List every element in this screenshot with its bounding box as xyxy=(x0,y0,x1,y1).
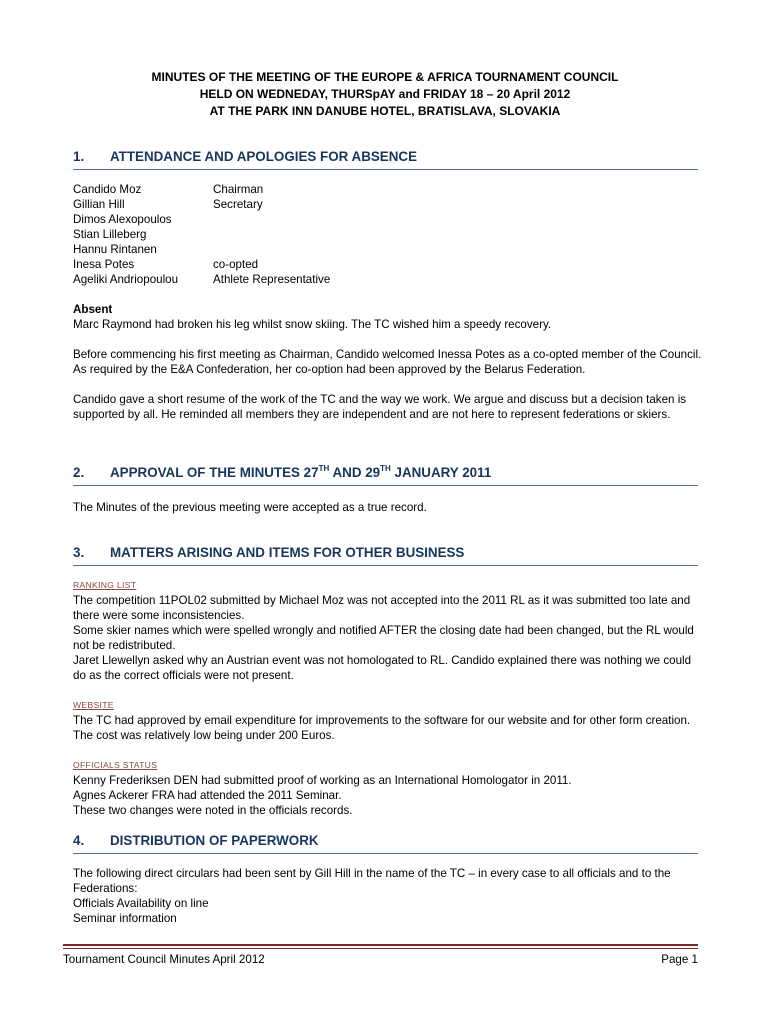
attendee-row xyxy=(73,272,330,287)
absent-label: Absent xyxy=(73,303,113,316)
section-number: 1. xyxy=(73,149,85,164)
attendee-name: Gillian Hill xyxy=(73,198,125,211)
attendee-role: co-opted xyxy=(213,258,259,271)
paragraph: Before commencing his first meeting as Chairman, Candido welcomed Inessa Potes as a co-opted member of the Council. As required by the E&A Confederation, her co-option had been approved by the Belarus Federation. xyxy=(73,348,702,376)
section-2-body xyxy=(73,500,703,515)
footer-rule xyxy=(63,948,698,949)
title-line-3: AT THE PARK INN DANUBE HOTEL, BRATISLAVA, SLOVAKIA xyxy=(209,104,561,118)
section-4-heading xyxy=(73,832,698,854)
paragraph: Jaret Llewellyn asked why an Austrian event was not homologated to RL. Candido explained there was nothing we could do as the correct officials were not present. xyxy=(73,654,692,682)
attendee-role: Secretary xyxy=(213,198,263,211)
page-number: Page 1 xyxy=(661,953,698,966)
attendee-row xyxy=(73,257,330,272)
paragraph: These two changes were noted in the officials records. xyxy=(73,804,353,817)
attendee-row xyxy=(73,212,330,227)
attendee-role xyxy=(213,227,330,242)
attendee-role: Chairman xyxy=(213,183,264,196)
website-subhead: WEBSITE xyxy=(73,700,114,710)
paragraph: Officials Availability on line xyxy=(73,897,209,910)
section-number: 3. xyxy=(73,545,85,560)
title-line-1: MINUTES OF THE MEETING OF THE EUROPE & AFRICA TOURNAMENT COUNCIL xyxy=(151,70,619,84)
section-1-heading xyxy=(73,148,698,170)
paragraph: The TC had approved by email expenditure for improvements to the software for our website and for other form creation. The cost was relatively low being under 200 Euros. xyxy=(73,714,691,742)
attendee-name: Stian Lilleberg xyxy=(73,228,147,241)
attendee-row xyxy=(73,242,330,257)
section-title: ATTENDANCE AND APOLOGIES FOR ABSENCE xyxy=(110,149,418,164)
attendee-name: Inesa Potes xyxy=(73,258,135,271)
attendee-role: Athlete Representative xyxy=(213,273,331,286)
footer-title: Tournament Council Minutes April 2012 xyxy=(63,953,265,966)
paragraph: Seminar information xyxy=(73,912,177,925)
paragraph: The Minutes of the previous meeting were accepted as a true record. xyxy=(73,501,427,514)
superscript: TH xyxy=(380,463,391,473)
section-title-part: JANUARY 2011 xyxy=(390,465,492,480)
section-title-part: APPROVAL OF THE MINUTES 27 xyxy=(110,465,319,480)
attendance-list xyxy=(73,182,330,287)
paragraph: The competition 11POL02 submitted by Michael Moz was not accepted into the 2011 RL as it was submitted too late and there were some inconsistencies. xyxy=(73,594,691,622)
section-number: 4. xyxy=(73,833,85,848)
ranking-list-subhead: RANKING LIST xyxy=(73,580,137,590)
document-title xyxy=(60,69,710,120)
attendee-role xyxy=(213,242,330,257)
attendee-row xyxy=(73,197,330,212)
paragraph: Candido gave a short resume of the work of the TC and the way we work. We argue and discuss but a decision taken is supported by all. He reminded all members they are independent and are not here to represent federations or skiers. xyxy=(73,393,687,421)
paragraph: Some skier names which were spelled wrongly and notified AFTER the closing date had been changed, but the RL would not be redistributed. xyxy=(73,624,694,652)
paragraph: Kenny Frederiksen DEN had submitted proof of working as an International Homologator in 2011. xyxy=(73,774,572,787)
attendee-name: Ageliki Andriopoulou xyxy=(73,273,179,286)
section-3-heading xyxy=(73,544,698,566)
section-title: DISTRIBUTION OF PAPERWORK xyxy=(110,833,319,848)
section-number: 2. xyxy=(73,465,85,480)
attendee-row xyxy=(73,182,330,197)
superscript: TH xyxy=(318,463,330,473)
paragraph: The following direct circulars had been sent by Gill Hill in the name of the TC – in every case to all officials and to the Federations: xyxy=(73,867,671,895)
paragraph: Agnes Ackerer FRA had attended the 2011 Seminar. xyxy=(73,789,342,802)
attendee-row xyxy=(73,227,330,242)
section-title: MATTERS ARISING AND ITEMS FOR OTHER BUSINESS xyxy=(110,545,465,560)
officials-status-subhead: OFFICIALS STATUS xyxy=(73,760,158,770)
section-title-part: AND 29 xyxy=(329,465,381,480)
attendee-name: Dimos Alexopoulos xyxy=(73,213,172,226)
section-4-body xyxy=(73,866,703,926)
attendee-name: Candido Moz xyxy=(73,183,142,196)
section-2-heading xyxy=(73,464,698,486)
title-line-2: HELD ON WEDNEDAY, THURSpAY and FRIDAY 18 – 20 April 2012 xyxy=(199,87,571,101)
absent-text: Marc Raymond had broken his leg whilst snow skiing. The TC wished him a speedy recovery. xyxy=(73,318,552,331)
section-1-body xyxy=(73,182,703,422)
section-3-body xyxy=(73,578,703,818)
attendee-role xyxy=(213,212,330,227)
footer-rule xyxy=(63,944,698,946)
attendee-name: Hannu Rintanen xyxy=(73,243,157,256)
